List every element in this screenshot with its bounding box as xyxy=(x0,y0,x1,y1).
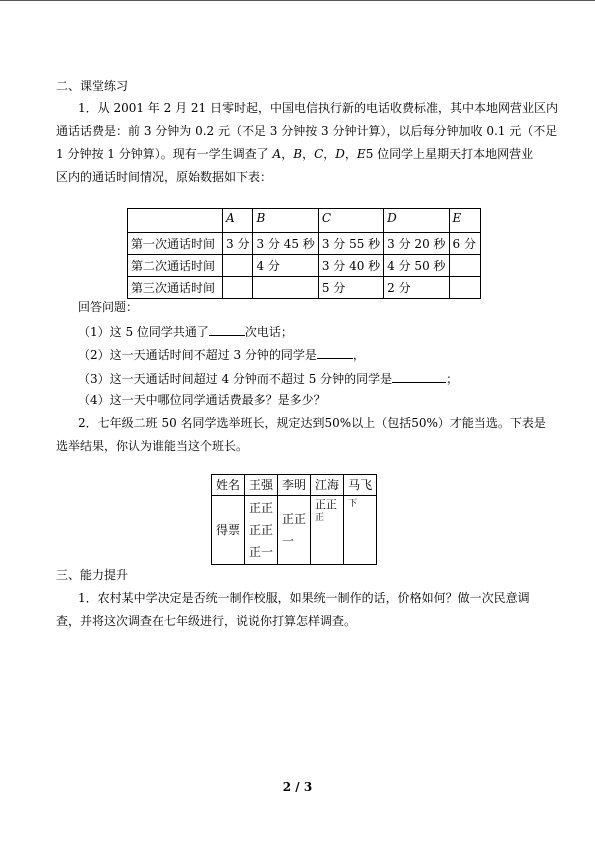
tally-mark: 正正 xyxy=(249,501,274,515)
sub-question-2 xyxy=(78,346,365,362)
tally-mark: 正一 xyxy=(249,545,274,559)
table-cell: 3 分 xyxy=(223,233,253,255)
tally-cell xyxy=(311,496,344,565)
tally-mark: 正正 xyxy=(315,498,338,511)
student-c: C xyxy=(314,147,324,161)
tally-cell xyxy=(278,496,311,565)
table-cell: 3 分 55 秒 xyxy=(318,233,383,255)
q1-line-4: 区内的通话时间情况，原始数据如下表： xyxy=(56,170,273,184)
table-cell xyxy=(449,255,480,277)
answer-title: 回答问题： xyxy=(78,300,139,314)
q3-line-1: 1．农村某中学决定是否统一制作校服，如果统一制作的话，价格如何？做一次民意调 xyxy=(78,591,530,605)
votes-label: 得票 xyxy=(212,496,245,565)
q3-line-2: 查，并将这次调查在七年级进行，说说你打算怎样调查。 xyxy=(56,614,357,628)
table-cell xyxy=(223,255,253,277)
candidate-name: 王强 xyxy=(245,475,278,496)
tally-mark: 正正 xyxy=(282,512,307,526)
table-header-cell xyxy=(128,209,223,233)
q2-line-1: 2．七年级二班 50 名同学选举班长，规定达到50%以上（包括50%）才能当选。下表是 xyxy=(78,416,546,430)
votes-row xyxy=(212,496,377,565)
tally-mark: 正正 xyxy=(249,523,274,537)
answer-blank[interactable] xyxy=(392,370,446,383)
page-number: 2 / 3 xyxy=(282,780,313,794)
sub-question-3-pre: （3）这一天通话时间超过 4 分钟而不超过 5 分钟的同学是 xyxy=(78,372,393,386)
table-header-cell: C xyxy=(318,209,383,233)
table-row xyxy=(128,255,481,277)
student-d: D xyxy=(335,147,345,161)
table-row xyxy=(128,233,481,255)
election-result-table xyxy=(211,474,377,565)
table-cell: 第二次通话时间 xyxy=(128,255,223,277)
q1-line-3-post: 5 位同学上星期天打本地网营业 xyxy=(365,147,534,161)
student-b: B xyxy=(293,147,303,161)
table-cell xyxy=(223,277,253,299)
q1-line-3-pre: 1 分钟按 1 分钟算）。现有一学生调查了 xyxy=(56,147,269,161)
table-cell: 第一次通话时间 xyxy=(128,233,223,255)
sub-question-4: （4）这一天中哪位同学通话费最多？是多少？ xyxy=(78,393,326,407)
table-header-cell: D xyxy=(384,209,449,233)
header-rule xyxy=(0,0,595,1)
table-header-row xyxy=(212,475,377,496)
table-cell: 6 分 xyxy=(449,233,480,255)
tally-mark: 一 xyxy=(282,534,295,548)
table-cell: 3 分 20 秒 xyxy=(384,233,449,255)
table-cell: 5 分 xyxy=(318,277,383,299)
candidate-name: 江海 xyxy=(311,475,344,496)
table-cell: 2 分 xyxy=(384,277,449,299)
q1-line-1: 1．从 2001 年 2 月 21 日零时起，中国电信执行新的电话收费标准，其中本地网营业区内 xyxy=(78,101,558,115)
table-header-cell: E xyxy=(449,209,480,233)
q2-line-2: 选举结果，你认为谁能当这个班长。 xyxy=(56,439,249,453)
student-e: E xyxy=(356,147,366,161)
answer-blank[interactable] xyxy=(209,323,245,336)
table-cell: 4 分 xyxy=(253,255,318,277)
sub-question-1-pre: （1）这 5 位同学共通了 xyxy=(78,325,209,339)
answer-blank[interactable] xyxy=(317,346,353,359)
section-3-title: 三、能力提升 xyxy=(56,568,129,582)
sub-question-3-post: ； xyxy=(446,372,459,386)
tally-cell xyxy=(344,496,377,565)
candidate-name: 李明 xyxy=(278,475,311,496)
tally-mark: 正 xyxy=(315,513,325,523)
table-cell: 3 分 40 秒 xyxy=(318,255,383,277)
table-header-cell: B xyxy=(253,209,318,233)
q1-line-3: 1 分钟按 1 分钟算）。现有一学生调查了 A，B，C，D，E5 位同学上星期天打本地网营业 xyxy=(56,147,534,161)
sub-question-1 xyxy=(78,323,293,339)
table-cell xyxy=(253,277,318,299)
section-2-title: 二、课堂练习 xyxy=(56,79,129,93)
sub-question-2-post: ， xyxy=(352,348,365,362)
q1-line-2: 通话话费是：前 3 分钟为 0.2 元（不足 3 分钟按 3 分钟计算），以后每分钟加收 0.1 元（不足 xyxy=(56,124,558,138)
tally-cell xyxy=(245,496,278,565)
name-label: 姓名 xyxy=(212,475,245,496)
student-a: A xyxy=(272,147,282,161)
table-header-cell: A xyxy=(223,209,253,233)
candidate-name: 马飞 xyxy=(344,475,377,496)
table-cell: 3 分 45 秒 xyxy=(253,233,318,255)
table-cell xyxy=(449,277,480,299)
table-row xyxy=(128,277,481,299)
sub-question-1-post: 次电话； xyxy=(244,325,293,339)
table-cell: 4 分 50 秒 xyxy=(384,255,449,277)
table-cell: 第三次通话时间 xyxy=(128,277,223,299)
tally-mark: 下 xyxy=(348,499,358,509)
sub-question-2-pre: （2）这一天通话时间不超过 3 分钟的同学是 xyxy=(78,348,317,362)
call-time-table xyxy=(127,208,481,299)
table-header-row xyxy=(128,209,481,233)
sub-question-3 xyxy=(78,370,458,386)
